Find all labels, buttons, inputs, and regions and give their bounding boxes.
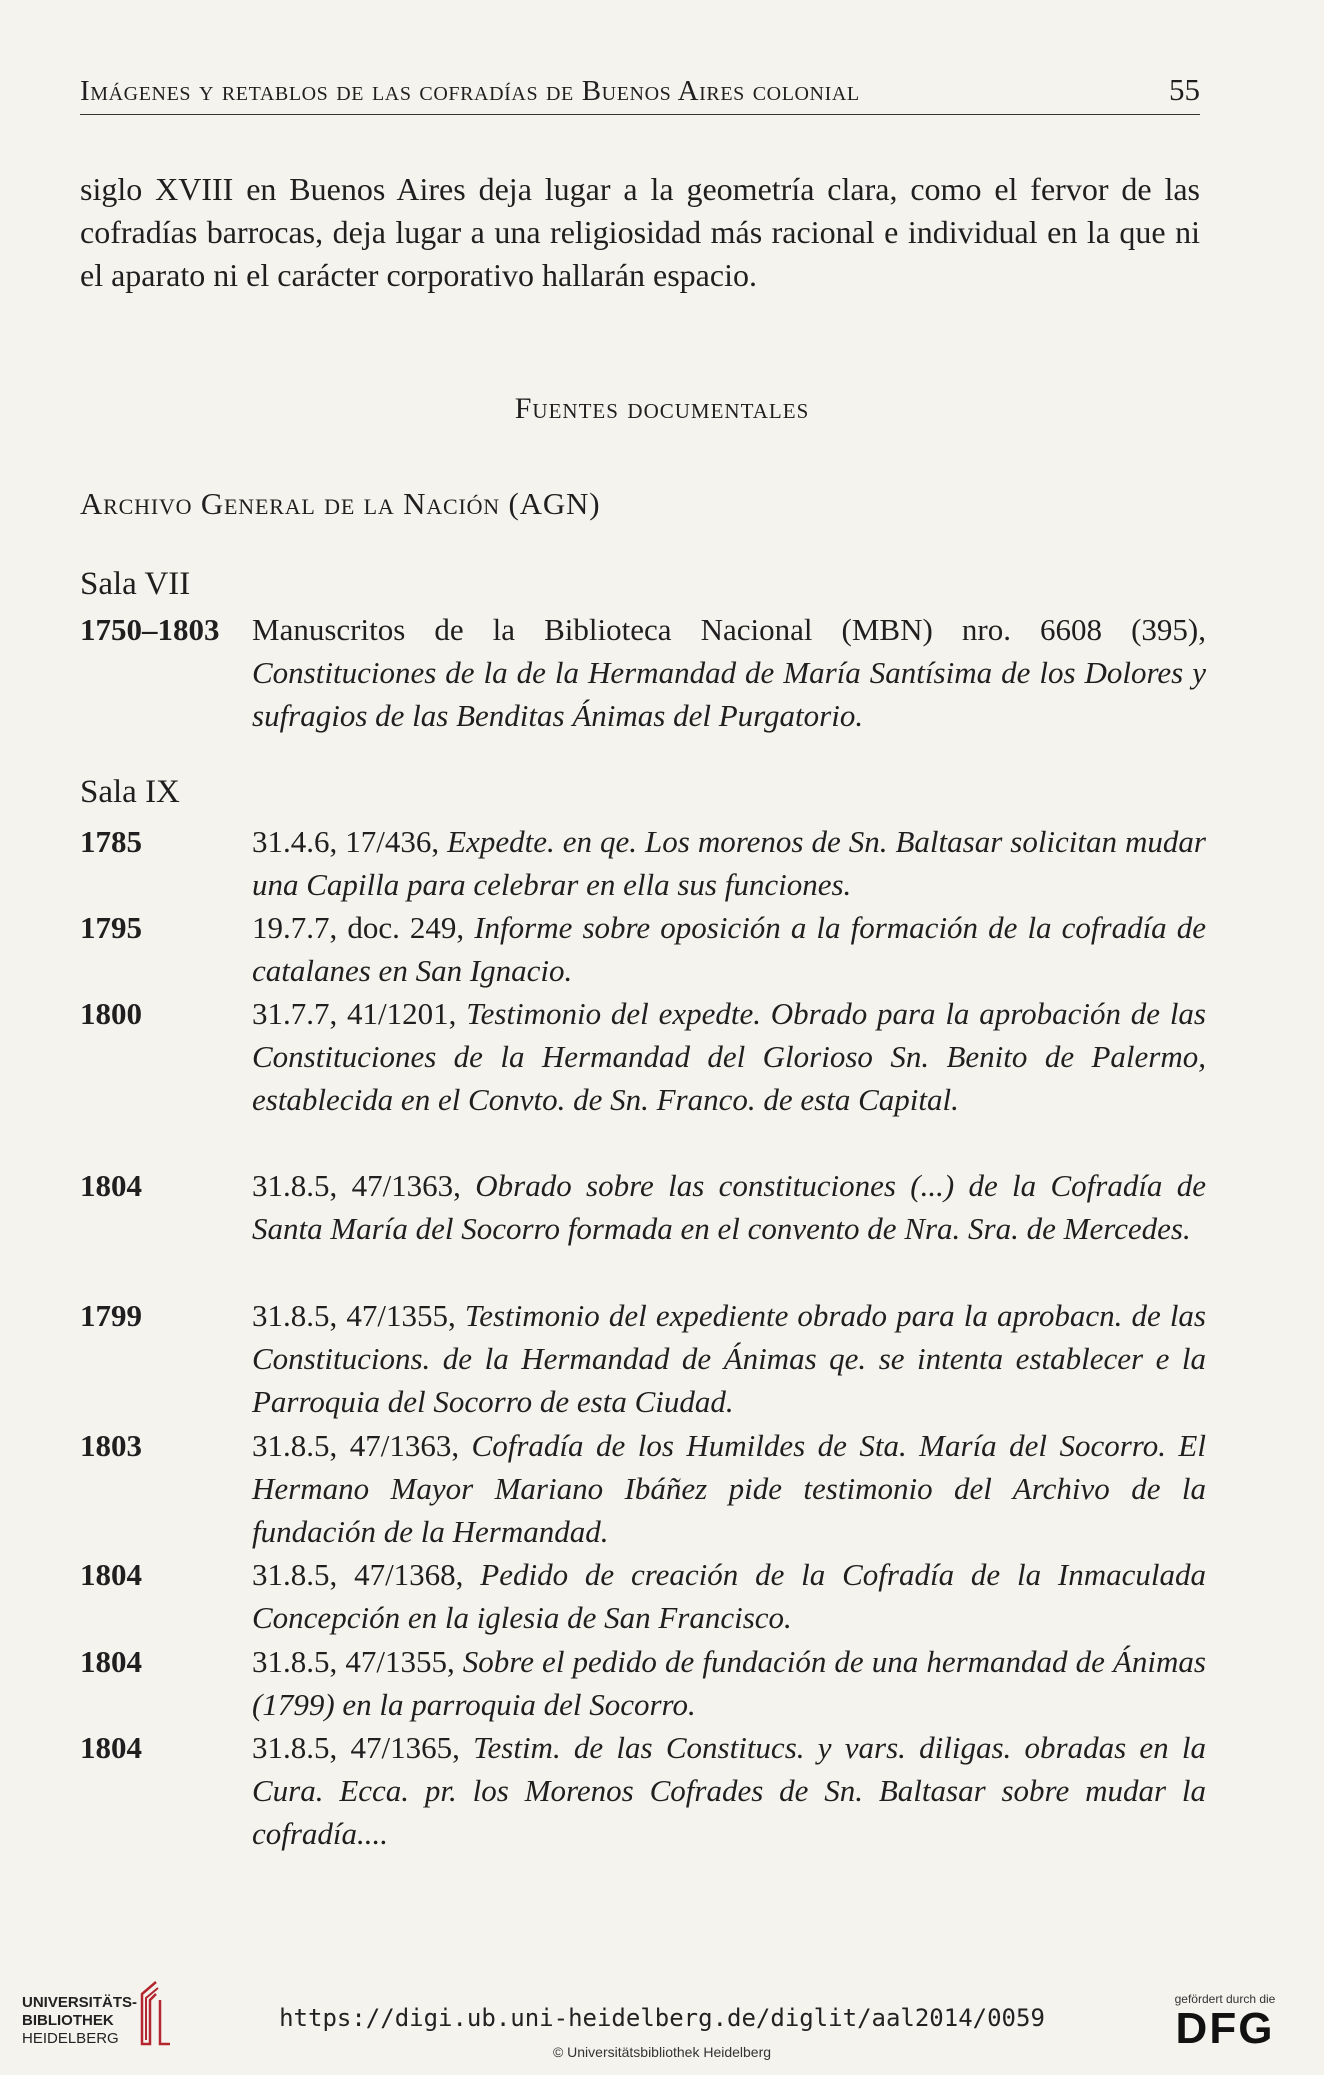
funder-caption: gefördert durch die — [1174, 1992, 1276, 2006]
archive-title: Archivo General de la Nación (AGN) — [80, 486, 601, 521]
entry-text — [252, 1164, 1206, 1250]
digital-copy-link[interactable]: https://digi.ub.uni-heidelberg.de/diglit/aal2014/0059 — [279, 2004, 1045, 2032]
entry-title: Informe sobre oposición a la formación de la cofradía de catalanes en San Ignacio. — [252, 910, 1207, 988]
library-name-line3: HEIDELBERG — [22, 2030, 119, 2047]
library-name-line2: BIBLIOTHEK — [22, 2012, 114, 2029]
entry-reference: 31.8.5, 47/1363, — [252, 1428, 460, 1463]
entry-text — [252, 820, 1206, 906]
entry-text — [252, 992, 1206, 1121]
entry-year: 1804 — [80, 1168, 142, 1203]
entry-reference: 31.8.5, 47/1368, — [252, 1557, 464, 1592]
sala-heading: Sala IX — [80, 774, 180, 810]
sala-heading: Sala VII — [80, 566, 191, 602]
entry-title: Testim. de las Constitucs. y vars. diligas. obradas en la Cura. Ecca. pr. los Morenos Cofrades de Sn. Baltasar sobre mudar la cofradía.... — [252, 1730, 1207, 1851]
entry-reference: Manuscritos de la Biblioteca Nacional (MBN) nro. 6608 (395), — [252, 612, 1206, 647]
entry-title: Obrado sobre las constituciones (...) de la Cofradía de Santa María del Socorro formada en el convento de Nra. Sra. de Mercedes. — [252, 1168, 1207, 1246]
entry-reference: 31.7.7, 41/1201, — [252, 996, 457, 1031]
intro-paragraph: siglo XVIII en Buenos Aires deja lugar a la geometría clara, como el fervor de las cofradías barrocas, deja lugar a una religiosidad más racional e individual en la que ni el aparato ni el carácter corporativo hallarán espacio. — [80, 171, 1200, 293]
entry-year: 1803 — [80, 1428, 142, 1463]
entry-year: 1750–1803 — [80, 612, 220, 647]
entry-title: Testimonio del expediente obrado para la aprobacn. de las Constitucions. de la Hermandad de Ánimas qe. se intenta establecer e la Parroquia del Socorro de esta Ciudad. — [252, 1298, 1206, 1419]
entry-text — [252, 1553, 1206, 1639]
copyright-notice: © Universitätsbibliothek Heidelberg — [552, 2044, 772, 2060]
entry-title: Expedte. en qe. Los morenos de Sn. Baltasar solicitan mudar una Capilla para celebrar en ella sus funciones. — [252, 824, 1206, 902]
entry-reference: 31.8.5, 47/1365, — [252, 1730, 460, 1765]
entry-reference: 19.7.7, doc. 249, — [252, 910, 465, 945]
entry-text — [252, 1424, 1206, 1553]
entry-year: 1800 — [80, 996, 142, 1031]
entry-year: 1804 — [80, 1730, 142, 1765]
entry-title: Pedido de creación de la Cofradía de la Inmaculada Concepción en la iglesia de San Francisco. — [252, 1557, 1206, 1635]
running-header — [80, 72, 1200, 115]
entry-year: 1799 — [80, 1298, 142, 1333]
library-name-line1: UNIVERSITÄTS- — [22, 1994, 138, 2011]
entry-reference: 31.8.5, 47/1363, — [252, 1168, 461, 1203]
funder-block — [1150, 1992, 1300, 2052]
entry-year: 1804 — [80, 1557, 142, 1592]
entry-reference: 31.8.5, 47/1355, — [252, 1644, 455, 1679]
entry-text — [252, 1294, 1206, 1423]
entry-year: 1795 — [80, 910, 142, 945]
section-title: Fuentes documentales — [514, 392, 810, 425]
entry-reference: 31.8.5, 47/1355, — [252, 1298, 456, 1333]
page-number: 55 — [1169, 72, 1200, 107]
entry-title: Constituciones de la de la Hermandad de María Santísima de los Dolores y sufragios de las Benditas Ánimas del Purgatorio. — [252, 655, 1206, 733]
dfg-logo: DFG — [1175, 2004, 1275, 2053]
entry-text — [252, 906, 1206, 992]
entry-text — [252, 1726, 1206, 1855]
running-title: Imágenes y retablos de las cofradías de Buenos Aires colonial — [80, 75, 860, 107]
entry-title: Sobre el pedido de fundación de una hermandad de Ánimas (1799) en la parroquia del Socorro. — [252, 1644, 1206, 1722]
entry-year: 1785 — [80, 824, 142, 859]
entry-year: 1804 — [80, 1644, 142, 1679]
entry-title: Testimonio del expedte. Obrado para la aprobación de las Constituciones de la Hermandad del Glorioso Sn. Benito de Palermo, establecida en el Convto. de Sn. Franco. de esta Capital. — [252, 996, 1206, 1117]
entry-title: Cofradía de los Humildes de Sta. María del Socorro. El Hermano Mayor Mariano Ibáñez pide testimonio del Archivo de la fundación de la Hermandad. — [252, 1428, 1206, 1549]
digitization-footer — [0, 1964, 1324, 2075]
entry-reference: 31.4.6, 17/436, — [252, 824, 440, 859]
entry-text — [252, 1640, 1206, 1726]
entry-text — [252, 608, 1206, 737]
